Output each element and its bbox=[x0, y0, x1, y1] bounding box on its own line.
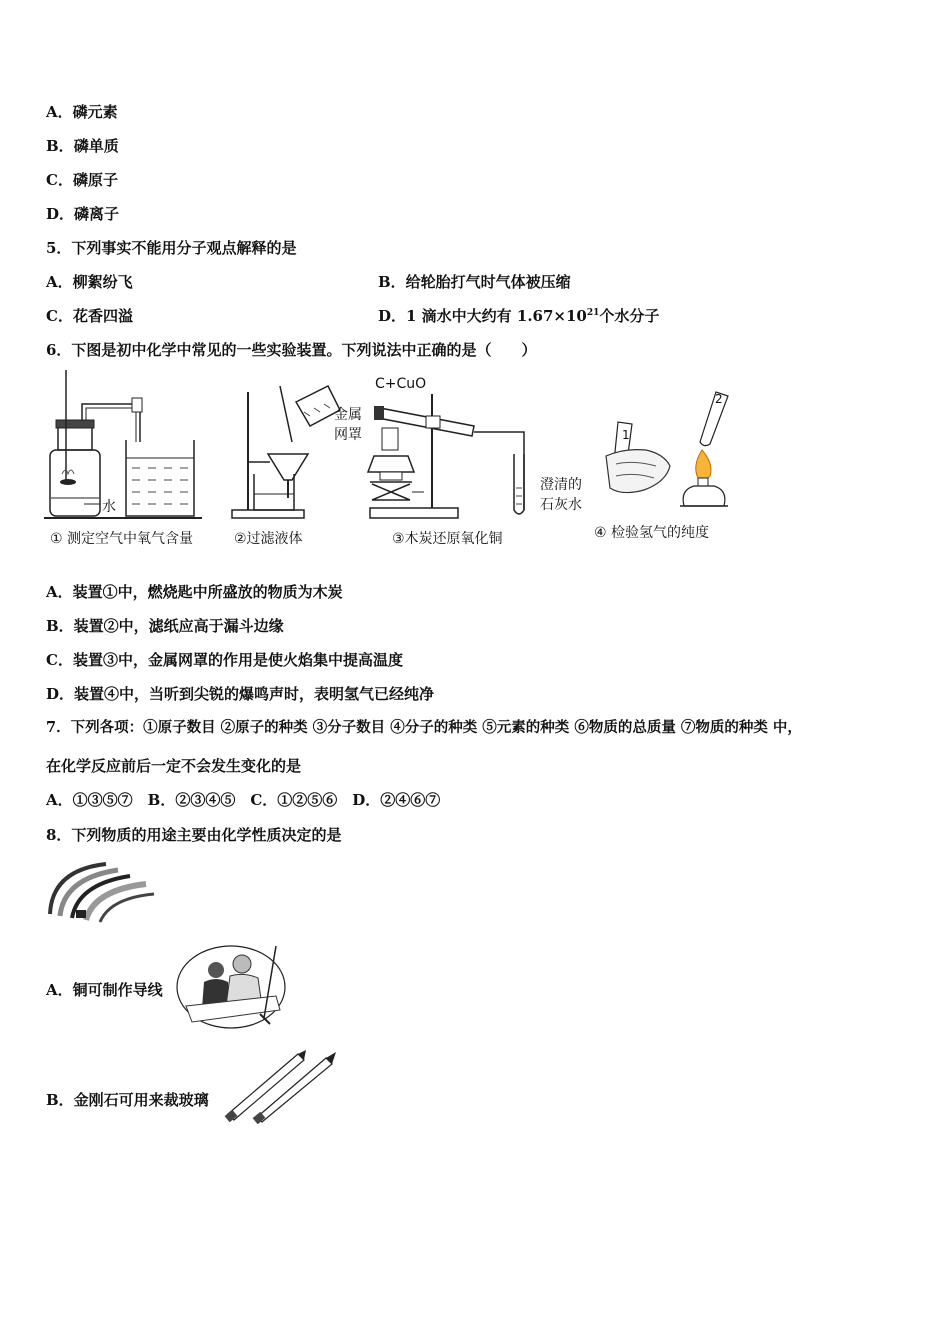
label-metal-mesh-1: 金属 bbox=[334, 407, 362, 423]
caption-apparatus-1: ① 测定空气中氧气含量 bbox=[50, 531, 194, 547]
caption-apparatus-4: ④ 检验氢气的纯度 bbox=[594, 525, 710, 541]
q5-option-d: D．1 滴水中大约有 $1.67\times 10^{21}$个水分子 bbox=[378, 307, 660, 325]
q4-option-d: D．磷离子 bbox=[46, 205, 120, 223]
copper-wires-image bbox=[46, 860, 156, 924]
label-limewater-2: 石灰水 bbox=[540, 497, 582, 513]
q8-option-a: A．铜可制作导线 bbox=[46, 981, 163, 999]
q6-option-b: B．装置②中，滤纸应高于漏斗边缘 bbox=[46, 617, 284, 635]
q4-option-b: B．磷单质 bbox=[46, 137, 119, 155]
label-limewater-1: 澄清的 bbox=[540, 477, 582, 493]
label-tube-1: 1 bbox=[622, 428, 630, 442]
q5-option-row-2 bbox=[46, 306, 660, 326]
q4-option-a: A．磷元素 bbox=[46, 103, 118, 121]
q5-stem: 5．下列事实不能用分子观点解释的是 bbox=[46, 239, 297, 257]
caption-apparatus-3: ③木炭还原氧化铜 bbox=[392, 531, 503, 547]
label-water: 水 bbox=[102, 499, 116, 515]
q7-stem-line-2: 在化学反应前后一定不会发生变化的是 bbox=[46, 757, 302, 775]
q6-option-c: C．装置③中，金属网罩的作用是使火焰集中提高温度 bbox=[46, 651, 403, 669]
q7-options: A．①③⑤⑦ B．②③④⑤ C．①②⑤⑥ D．②④⑥⑦ bbox=[46, 791, 441, 809]
q8-option-b: B．金刚石可用来裁玻璃 bbox=[46, 1091, 209, 1109]
q4-option-c: C．磷原子 bbox=[46, 171, 118, 189]
apparatus-2-filtration bbox=[232, 382, 342, 522]
q6-stem: 6．下图是初中化学中常见的一些实验装置。下列说法中正确的是（ ） bbox=[46, 341, 537, 359]
q6-option-a: A．装置①中，燃烧匙中所盛放的物质为木炭 bbox=[46, 583, 343, 601]
q5-option-a: A．柳絮纷飞 bbox=[46, 273, 133, 291]
pencils-image bbox=[226, 1050, 338, 1122]
q5-option-c: C．花香四溢 bbox=[46, 307, 133, 325]
label-tube-2: 2 bbox=[715, 392, 723, 406]
q7-stem-line-1: 7．下列各项：①原子数目 ②原子的种类 ③分子数目 ④分子的种类 ⑤元素的种类 ⑥物质的总质量 ⑦物质的种类 中， bbox=[46, 719, 802, 736]
q6-option-d: D．装置④中，当听到尖锐的爆鸣声时，表明氢气已经纯净 bbox=[46, 685, 435, 703]
q5-option-b: B．给轮胎打气时气体被压缩 bbox=[378, 273, 571, 291]
apparatus-1-oxygen-test bbox=[44, 370, 204, 522]
q8-stem: 8．下列物质的用途主要由化学性质决定的是 bbox=[46, 826, 342, 844]
label-c-cuo: C+CuO bbox=[375, 376, 427, 392]
q5-option-row-1 bbox=[46, 272, 571, 292]
apparatus-3-carbon-reduction bbox=[366, 392, 536, 524]
label-metal-mesh-2: 网罩 bbox=[334, 427, 362, 443]
caption-apparatus-2: ②过滤液体 bbox=[234, 531, 303, 547]
diamond-cutting-glass-image bbox=[176, 944, 296, 1030]
